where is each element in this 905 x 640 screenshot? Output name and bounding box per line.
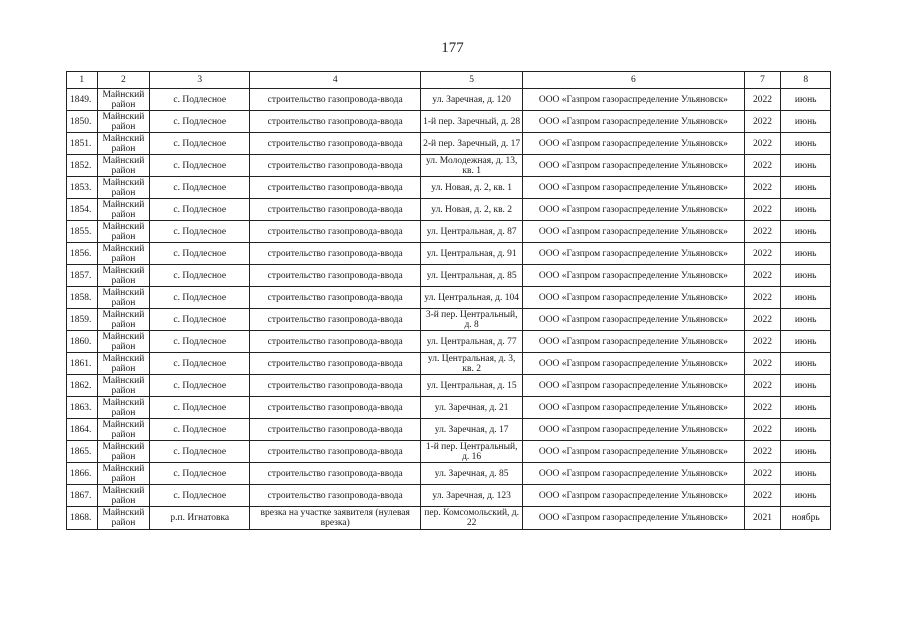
cell-organization: ООО «Газпром газораспределение Ульяновск»: [523, 89, 744, 111]
cell-year: 2022: [744, 463, 781, 485]
cell-row-number: 1858.: [67, 287, 98, 309]
cell-month: июнь: [781, 331, 831, 353]
cell-month: ноябрь: [781, 507, 831, 530]
cell-district: Майнский район: [97, 331, 150, 353]
cell-work-type: строительство газопровода-ввода: [250, 265, 421, 287]
cell-organization: ООО «Газпром газораспределение Ульяновск»: [523, 199, 744, 221]
cell-settlement: с. Подлесное: [150, 133, 250, 155]
cell-district: Майнский район: [97, 155, 150, 177]
column-header-8: 8: [781, 72, 831, 89]
column-header-7: 7: [744, 72, 781, 89]
cell-address: 2-й пер. Заречный, д. 17: [421, 133, 523, 155]
table-body: [67, 89, 831, 530]
table-row: [67, 309, 831, 331]
cell-year: 2022: [744, 397, 781, 419]
cell-settlement: с. Подлесное: [150, 199, 250, 221]
cell-district: Майнский район: [97, 375, 150, 397]
cell-row-number: 1853.: [67, 177, 98, 199]
cell-year: 2022: [744, 243, 781, 265]
cell-organization: ООО «Газпром газораспределение Ульяновск»: [523, 485, 744, 507]
cell-year: 2022: [744, 485, 781, 507]
cell-work-type: строительство газопровода-ввода: [250, 331, 421, 353]
cell-settlement: с. Подлесное: [150, 265, 250, 287]
cell-settlement: с. Подлесное: [150, 309, 250, 331]
table-row: [67, 441, 831, 463]
table-row: [67, 485, 831, 507]
cell-year: 2022: [744, 353, 781, 375]
table-row: [67, 199, 831, 221]
cell-work-type: строительство газопровода-ввода: [250, 89, 421, 111]
cell-work-type: строительство газопровода-ввода: [250, 287, 421, 309]
header-row: [67, 72, 831, 89]
cell-settlement: с. Подлесное: [150, 243, 250, 265]
cell-month: июнь: [781, 463, 831, 485]
cell-settlement: с. Подлесное: [150, 463, 250, 485]
cell-year: 2022: [744, 89, 781, 111]
cell-month: июнь: [781, 419, 831, 441]
cell-settlement: с. Подлесное: [150, 177, 250, 199]
cell-year: 2022: [744, 155, 781, 177]
cell-work-type: строительство газопровода-ввода: [250, 353, 421, 375]
cell-row-number: 1866.: [67, 463, 98, 485]
table-row: [67, 419, 831, 441]
cell-address: ул. Молодежная, д. 13, кв. 1: [421, 155, 523, 177]
cell-settlement: с. Подлесное: [150, 287, 250, 309]
cell-month: июнь: [781, 375, 831, 397]
cell-row-number: 1855.: [67, 221, 98, 243]
table-row: [67, 331, 831, 353]
cell-organization: ООО «Газпром газораспределение Ульяновск»: [523, 177, 744, 199]
cell-work-type: строительство газопровода-ввода: [250, 397, 421, 419]
cell-address: ул. Центральная, д. 91: [421, 243, 523, 265]
column-header-3: 3: [150, 72, 250, 89]
table-row: [67, 111, 831, 133]
cell-settlement: с. Подлесное: [150, 111, 250, 133]
table-row: [67, 243, 831, 265]
cell-organization: ООО «Газпром газораспределение Ульяновск»: [523, 265, 744, 287]
cell-month: июнь: [781, 243, 831, 265]
column-header-5: 5: [421, 72, 523, 89]
table-row: [67, 133, 831, 155]
cell-month: июнь: [781, 309, 831, 331]
cell-year: 2022: [744, 441, 781, 463]
cell-year: 2022: [744, 199, 781, 221]
cell-district: Майнский район: [97, 243, 150, 265]
cell-row-number: 1857.: [67, 265, 98, 287]
cell-work-type: строительство газопровода-ввода: [250, 441, 421, 463]
cell-row-number: 1867.: [67, 485, 98, 507]
cell-district: Майнский район: [97, 463, 150, 485]
cell-month: июнь: [781, 441, 831, 463]
cell-year: 2022: [744, 221, 781, 243]
cell-district: Майнский район: [97, 221, 150, 243]
cell-organization: ООО «Газпром газораспределение Ульяновск»: [523, 375, 744, 397]
cell-row-number: 1851.: [67, 133, 98, 155]
cell-district: Майнский район: [97, 133, 150, 155]
cell-address: ул. Центральная, д. 3, кв. 2: [421, 353, 523, 375]
cell-organization: ООО «Газпром газораспределение Ульяновск»: [523, 507, 744, 530]
cell-address: ул. Заречная, д. 21: [421, 397, 523, 419]
cell-month: июнь: [781, 155, 831, 177]
cell-settlement: р.п. Игнатовка: [150, 507, 250, 530]
cell-work-type: строительство газопровода-ввода: [250, 419, 421, 441]
column-header-2: 2: [97, 72, 150, 89]
cell-work-type: врезка на участке заявителя (нулевая врезка): [250, 507, 421, 530]
cell-address: ул. Центральная, д. 15: [421, 375, 523, 397]
cell-organization: ООО «Газпром газораспределение Ульяновск»: [523, 155, 744, 177]
cell-district: Майнский район: [97, 419, 150, 441]
cell-work-type: строительство газопровода-ввода: [250, 463, 421, 485]
cell-address: ул. Новая, д. 2, кв. 1: [421, 177, 523, 199]
cell-month: июнь: [781, 265, 831, 287]
cell-settlement: с. Подлесное: [150, 485, 250, 507]
cell-organization: ООО «Газпром газораспределение Ульяновск»: [523, 309, 744, 331]
cell-address: 1-й пер. Заречный, д. 28: [421, 111, 523, 133]
cell-address: ул. Заречная, д. 123: [421, 485, 523, 507]
cell-address: ул. Центральная, д. 104: [421, 287, 523, 309]
cell-district: Майнский район: [97, 111, 150, 133]
cell-address: 1-й пер. Центральный, д. 16: [421, 441, 523, 463]
cell-district: Майнский район: [97, 309, 150, 331]
cell-year: 2022: [744, 419, 781, 441]
cell-work-type: строительство газопровода-ввода: [250, 375, 421, 397]
cell-month: июнь: [781, 353, 831, 375]
cell-month: июнь: [781, 133, 831, 155]
page-number: 177: [441, 40, 464, 56]
table-row: [67, 265, 831, 287]
cell-organization: ООО «Газпром газораспределение Ульяновск»: [523, 463, 744, 485]
cell-month: июнь: [781, 485, 831, 507]
cell-organization: ООО «Газпром газораспределение Ульяновск»: [523, 111, 744, 133]
cell-row-number: 1849.: [67, 89, 98, 111]
cell-address: ул. Центральная, д. 87: [421, 221, 523, 243]
cell-year: 2022: [744, 375, 781, 397]
cell-work-type: строительство газопровода-ввода: [250, 177, 421, 199]
cell-year: 2022: [744, 177, 781, 199]
cell-address: ул. Центральная, д. 85: [421, 265, 523, 287]
table-row: [67, 89, 831, 111]
cell-settlement: с. Подлесное: [150, 221, 250, 243]
cell-work-type: строительство газопровода-ввода: [250, 199, 421, 221]
cell-work-type: строительство газопровода-ввода: [250, 155, 421, 177]
cell-settlement: с. Подлесное: [150, 419, 250, 441]
cell-row-number: 1863.: [67, 397, 98, 419]
column-header-6: 6: [523, 72, 744, 89]
cell-district: Майнский район: [97, 177, 150, 199]
cell-row-number: 1860.: [67, 331, 98, 353]
cell-year: 2021: [744, 507, 781, 530]
table-header: [67, 72, 831, 89]
cell-month: июнь: [781, 221, 831, 243]
cell-row-number: 1861.: [67, 353, 98, 375]
cell-organization: ООО «Газпром газораспределение Ульяновск»: [523, 287, 744, 309]
cell-address: ул. Новая, д. 2, кв. 2: [421, 199, 523, 221]
cell-settlement: с. Подлесное: [150, 353, 250, 375]
cell-row-number: 1864.: [67, 419, 98, 441]
cell-organization: ООО «Газпром газораспределение Ульяновск»: [523, 133, 744, 155]
cell-work-type: строительство газопровода-ввода: [250, 485, 421, 507]
cell-address: ул. Заречная, д. 120: [421, 89, 523, 111]
cell-work-type: строительство газопровода-ввода: [250, 133, 421, 155]
column-header-1: 1: [67, 72, 98, 89]
cell-district: Майнский район: [97, 265, 150, 287]
cell-work-type: строительство газопровода-ввода: [250, 243, 421, 265]
cell-month: июнь: [781, 177, 831, 199]
cell-year: 2022: [744, 309, 781, 331]
cell-district: Майнский район: [97, 441, 150, 463]
cell-month: июнь: [781, 199, 831, 221]
gas-pipeline-registry-table: [66, 71, 831, 530]
cell-year: 2022: [744, 287, 781, 309]
cell-year: 2022: [744, 133, 781, 155]
table-row: [67, 155, 831, 177]
cell-district: Майнский район: [97, 397, 150, 419]
cell-district: Майнский район: [97, 507, 150, 530]
cell-settlement: с. Подлесное: [150, 397, 250, 419]
cell-organization: ООО «Газпром газораспределение Ульяновск»: [523, 331, 744, 353]
cell-year: 2022: [744, 331, 781, 353]
cell-settlement: с. Подлесное: [150, 331, 250, 353]
cell-organization: ООО «Газпром газораспределение Ульяновск»: [523, 441, 744, 463]
cell-row-number: 1854.: [67, 199, 98, 221]
cell-district: Майнский район: [97, 89, 150, 111]
cell-year: 2022: [744, 265, 781, 287]
cell-settlement: с. Подлесное: [150, 155, 250, 177]
cell-row-number: 1868.: [67, 507, 98, 530]
cell-settlement: с. Подлесное: [150, 375, 250, 397]
cell-address: ул. Заречная, д. 85: [421, 463, 523, 485]
cell-month: июнь: [781, 89, 831, 111]
cell-work-type: строительство газопровода-ввода: [250, 309, 421, 331]
cell-work-type: строительство газопровода-ввода: [250, 111, 421, 133]
table-row: [67, 353, 831, 375]
cell-address: ул. Центральная, д. 77: [421, 331, 523, 353]
table-row: [67, 397, 831, 419]
cell-month: июнь: [781, 287, 831, 309]
cell-row-number: 1856.: [67, 243, 98, 265]
cell-organization: ООО «Газпром газораспределение Ульяновск»: [523, 243, 744, 265]
cell-organization: ООО «Газпром газораспределение Ульяновск»: [523, 397, 744, 419]
cell-address: ул. Заречная, д. 17: [421, 419, 523, 441]
cell-settlement: с. Подлесное: [150, 441, 250, 463]
table-row: [67, 177, 831, 199]
cell-row-number: 1850.: [67, 111, 98, 133]
cell-work-type: строительство газопровода-ввода: [250, 221, 421, 243]
cell-organization: ООО «Газпром газораспределение Ульяновск»: [523, 221, 744, 243]
cell-month: июнь: [781, 111, 831, 133]
cell-organization: ООО «Газпром газораспределение Ульяновск»: [523, 353, 744, 375]
table-row: [67, 463, 831, 485]
cell-district: Майнский район: [97, 199, 150, 221]
cell-district: Майнский район: [97, 485, 150, 507]
cell-district: Майнский район: [97, 287, 150, 309]
column-header-4: 4: [250, 72, 421, 89]
cell-row-number: 1862.: [67, 375, 98, 397]
cell-year: 2022: [744, 111, 781, 133]
cell-district: Майнский район: [97, 353, 150, 375]
cell-address: 3-й пер. Центральный, д. 8: [421, 309, 523, 331]
cell-row-number: 1852.: [67, 155, 98, 177]
cell-settlement: с. Подлесное: [150, 89, 250, 111]
cell-month: июнь: [781, 397, 831, 419]
table-row: [67, 221, 831, 243]
table-row: [67, 507, 831, 530]
cell-row-number: 1859.: [67, 309, 98, 331]
table-row: [67, 375, 831, 397]
cell-row-number: 1865.: [67, 441, 98, 463]
cell-address: пер. Комсомольский, д. 22: [421, 507, 523, 530]
table-row: [67, 287, 831, 309]
cell-organization: ООО «Газпром газораспределение Ульяновск»: [523, 419, 744, 441]
